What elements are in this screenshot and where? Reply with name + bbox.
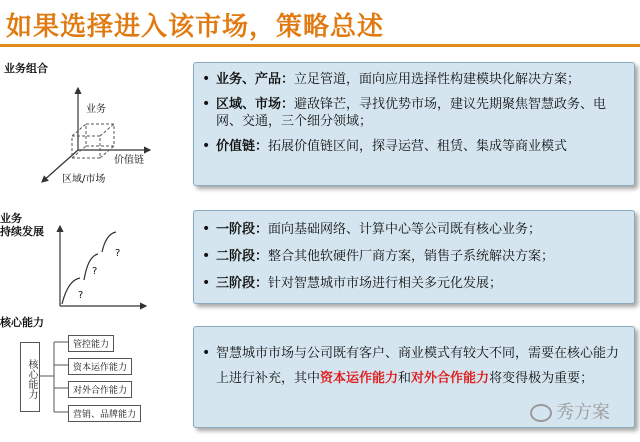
page-title: 如果选择进入该市场，策略总述	[6, 12, 385, 42]
watermark: 秀方案	[530, 398, 610, 424]
growth-mark-1: ?	[78, 290, 84, 301]
section-label-sustainable-growth: 业务 持续发展	[0, 212, 44, 238]
highlight-capital-operation: 资本运作能力	[320, 371, 399, 386]
bullet-stage-2: • 二阶段：整合其他软硬件厂商方案，销售子系统解决方案；	[200, 248, 628, 265]
capability-capital-operation: 资本运作能力	[68, 358, 132, 375]
capability-external-cooperation: 对外合作能力	[68, 381, 132, 398]
axis-label-business: 业务	[86, 104, 106, 115]
growth-panel	[193, 210, 635, 304]
growth-curve-diagram	[40, 220, 150, 310]
bullet-business-product: • 业务、产品：立足管道，面向应用选择性构建模块化解决方案；	[200, 71, 628, 88]
axis-label-value-chain: 价值链	[114, 155, 144, 166]
capability-connector-lines	[40, 330, 70, 430]
section-label-core-capability: 核心能力	[0, 316, 44, 329]
growth-mark-3: ?	[115, 248, 121, 259]
growth-mark-2: ?	[92, 266, 98, 277]
core-capability-box: 核心能力	[20, 342, 40, 412]
axis-label-region-market: 区域/市场	[62, 174, 106, 185]
highlight-external-cooperation: 对外合作能力	[411, 371, 490, 386]
bullet-value-chain: • 价值链：拓展价值链区间，探寻运营、租赁、集成等商业模式	[200, 138, 628, 155]
section-label-portfolio: 业务组合	[4, 62, 48, 75]
title-divider	[0, 44, 640, 47]
portfolio-panel	[193, 62, 635, 186]
bullet-region-market: • 区域、市场：避敌锋芒，寻找优势市场，建议先期聚焦智慧政务、电网、交通，三个细分领域；	[200, 96, 628, 130]
capability-marketing-brand: 营销、品牌能力	[68, 405, 141, 422]
bullet-stage-1: • 一阶段：面向基础网络、计算中心等公司既有核心业务；	[200, 221, 628, 238]
wechat-icon	[530, 404, 552, 422]
bullet-core-capability: • 智慧城市市场与公司既有客户、商业模式有较大不同，需要在核心能力上进行补充，其中资本运作能力和对外合作能力将变得极为重要；	[200, 341, 626, 391]
bullet-stage-3: • 三阶段：针对智慧城市市场进行相关多元化发展；	[200, 275, 628, 292]
capability-management-control: 管控能力	[68, 335, 114, 352]
